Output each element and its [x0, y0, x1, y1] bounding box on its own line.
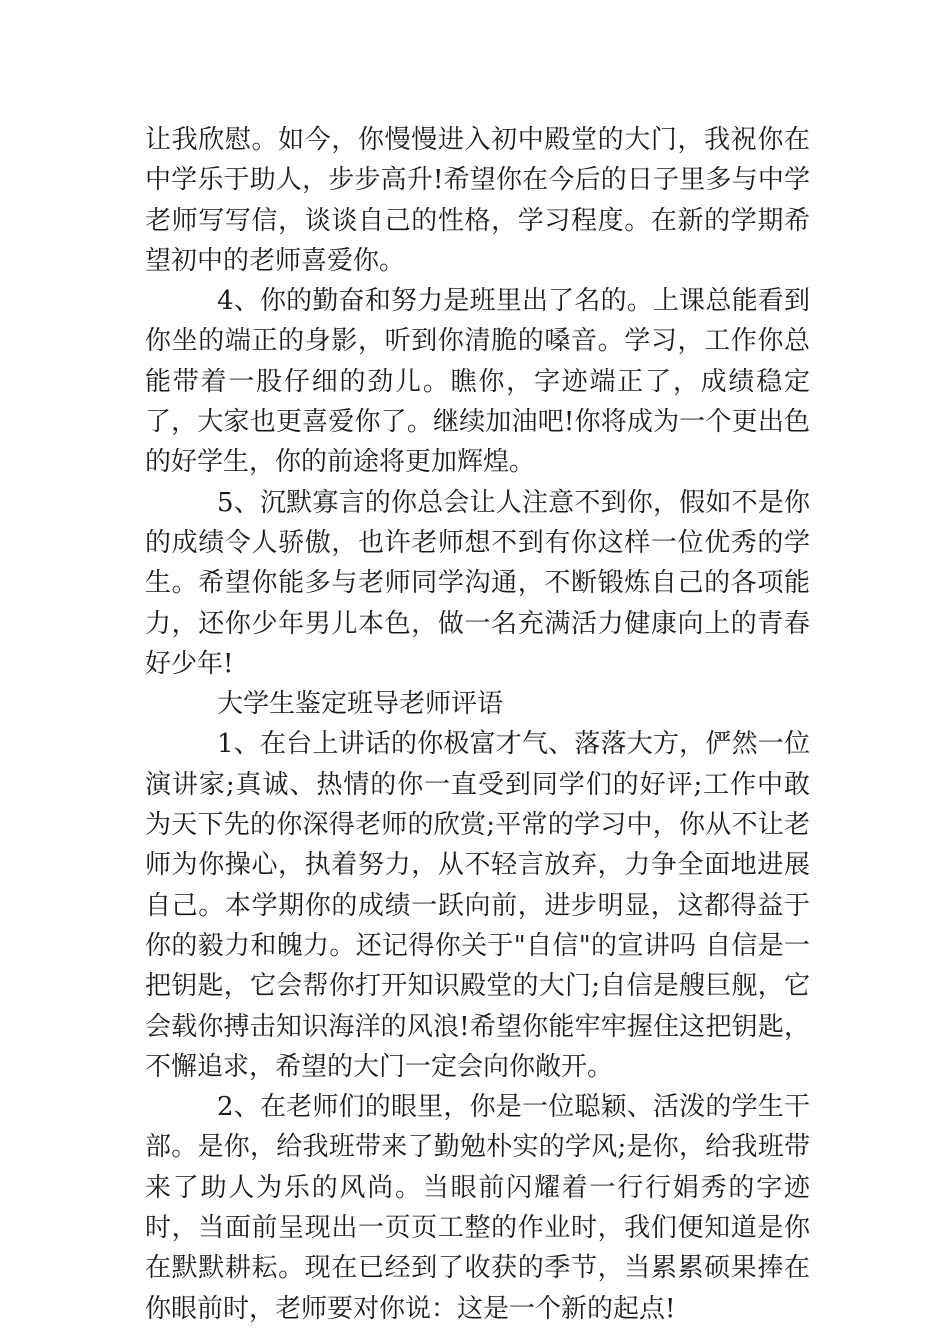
document-body: [145, 120, 810, 1329]
paragraph-comment-5: 5、沉默寡言的你总会让人注意不到你，假如不是你的成绩令人骄傲，也许老师想不到有你这样一位优秀的学生。希望你能多与老师同学沟通，不断锻炼自己的各项能力，还你少年男儿本色，做一名充满活力健康向上的青春好少年!: [145, 487, 810, 679]
paragraph-university-comment-1: 1、在台上讲话的你极富才气、落落大方，俨然一位演讲家;真诚、热情的你一直受到同学们的好评;工作中敢为天下先的你深得老师的欣赏;平常的学习中，你从不让老师为你操心，执着努力，从不轻言放弃，力争全面地进展自己。本学期你的成绩一跃向前，进步明显，这都得益于你的毅力和魄力。还记得你关于"自信"的宣讲吗 自信是一把钥匙，它会帮你打开知识殿堂的大门;自信是艘巨舰，它会载你搏击知识海洋的风浪!希望你能牢牢握住这把钥匙，不懈追求，希望的大门一定会向你敞开。: [145, 729, 810, 1082]
paragraph-continuation: 让我欣慰。如今，你慢慢进入初中殿堂的大门，我祝你在中学乐于助人，步步高升!希望你在今后的日子里多与中学老师写写信，谈谈自己的性格，学习程度。在新的学期希望初中的老师喜爱你。: [145, 125, 810, 276]
section-heading: 大学生鉴定班导老师评语: [217, 689, 504, 720]
paragraph-comment-4: 4、你的勤奋和努力是班里出了名的。上课总能看到你坐的端正的身影，听到你清脆的嗓音。学习，工作你总能带着一股仔细的劲儿。瞧你，字迹端正了，成绩稳定了，大家也更喜爱你了。继续加油吧!你将成为一个更出色的好学生，你的前途将更加辉煌。: [145, 286, 810, 478]
paragraph-university-comment-2: 2、在老师们的眼里，你是一位聪颖、活泼的学生干部。是你，给我班带来了勤勉朴实的学风;是你，给我班带来了助人为乐的风尚。当眼前闪耀着一行行娟秀的字迹时，当面前呈现出一页页工整的作业时，我们便知道是你在默默耕耘。现在已经到了收获的季节，当累累硕果捧在你眼前时，老师要对你说：这是一个新的起点!: [145, 1092, 810, 1324]
